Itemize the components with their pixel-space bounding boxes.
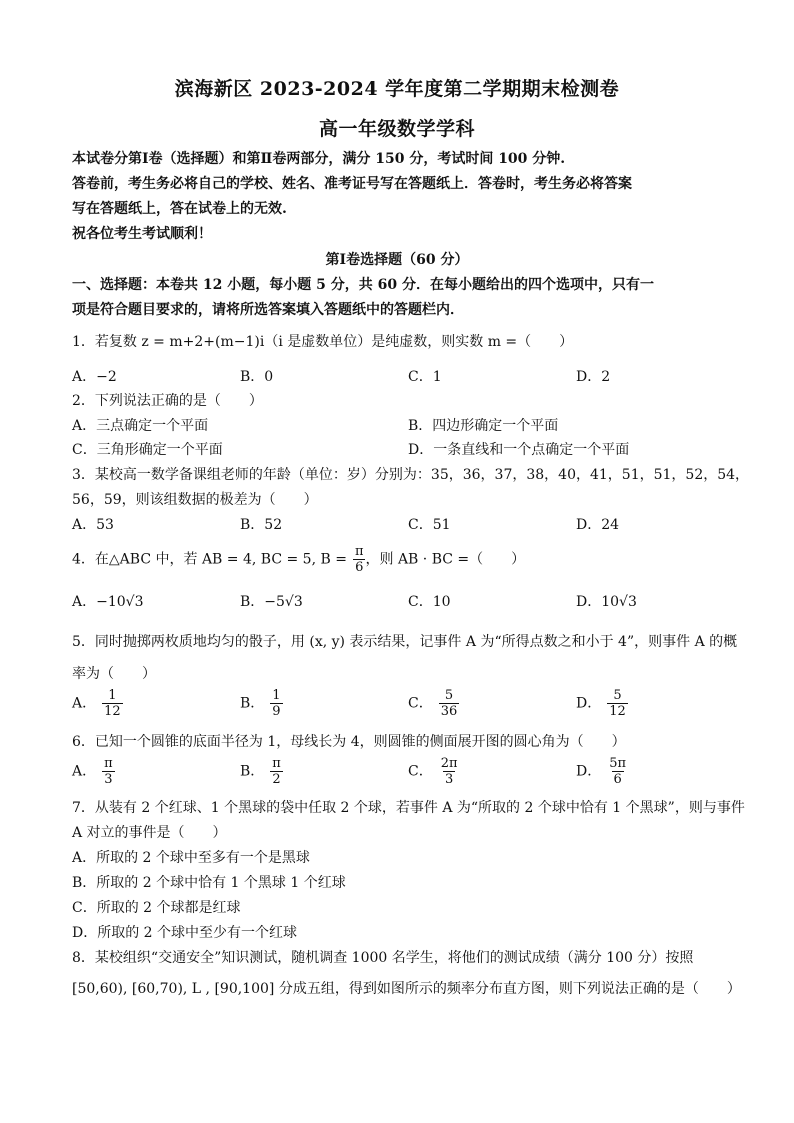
q5-option-c-label: C． xyxy=(408,695,433,712)
q6-a-num: π xyxy=(104,756,113,771)
q7-option-a: A．所取的 2 个球中至多有一个是黑球 xyxy=(72,850,310,866)
q7-option-b: B．所取的 2 个球中恰有 1 个黑球 1 个红球 xyxy=(72,875,346,891)
q2-stem: 2．下列说法正确的是（ ） xyxy=(72,393,263,409)
q1-option-c: C．1 xyxy=(408,369,442,385)
section-desc-line-1: 一、选择题：本卷共 12 小题，每小题 5 分，共 60 分．在每小题给出的四个选项中，只有一 xyxy=(72,277,654,293)
q3-option-b: B．52 xyxy=(240,517,283,533)
q4-stem-part-a: 4．在△ABC 中，若 AB = 4, BC = 5, B = xyxy=(72,551,347,568)
q5-option-a xyxy=(72,688,123,719)
q5-option-b xyxy=(240,688,283,719)
q6-option-d xyxy=(576,756,628,787)
q6-option-c-fraction xyxy=(439,756,460,787)
q5-d-num: 5 xyxy=(613,688,622,703)
q6-option-d-fraction xyxy=(607,756,628,787)
q6-d-den: 6 xyxy=(613,772,622,787)
intro-line-4: 祝各位考生考试顺利！ xyxy=(72,226,212,242)
q2-option-c: C．三角形确定一个平面 xyxy=(72,442,223,458)
section-desc-line-2: 项是符合题目要求的，请将所选答案填入答题纸中的答题栏内． xyxy=(72,302,464,318)
q4-angle-fraction xyxy=(353,544,366,575)
q6-a-den: 3 xyxy=(104,772,113,787)
q8-stem-line-2: [50,60), [60,70), L , [90,100] 分成五组，得到如图所示的频率分布直方图，则下列说法正确的是（ ） xyxy=(72,981,741,997)
q3-option-c: C．51 xyxy=(408,517,451,533)
q6-c-den: 3 xyxy=(444,772,454,787)
section-title: 第Ⅰ卷选择题（60 分） xyxy=(325,252,469,268)
q6-b-num: π xyxy=(272,756,281,771)
q4-option-b: B．−5√3 xyxy=(240,594,303,610)
q5-option-b-label: B． xyxy=(240,695,265,712)
q6-option-a xyxy=(72,756,115,787)
q5-option-a-fraction xyxy=(102,688,123,719)
q5-stem-line-2: 率为（ ） xyxy=(72,666,156,682)
q6-option-a-label: A． xyxy=(72,763,97,780)
q4-frac-den: 6 xyxy=(355,560,364,575)
q7-option-d: D．所取的 2 个球中至少有一个红球 xyxy=(72,925,298,941)
intro-line-3: 写在答题纸上，答在试卷上的无效. xyxy=(72,201,287,217)
intro-line-1: 本试卷分第Ⅰ卷（选择题）和第Ⅱ卷两部分，满分 150 分，考试时间 100 分钟. xyxy=(72,151,566,167)
q5-option-c-fraction xyxy=(439,688,460,719)
q1-option-b: B．0 xyxy=(240,369,274,385)
q4-option-c: C．10 xyxy=(408,594,451,610)
q5-c-den: 36 xyxy=(440,704,458,719)
q6-stem: 6．已知一个圆锥的底面半径为 1，母线长为 4，则圆锥的侧面展开图的圆心角为（ ） xyxy=(72,734,626,750)
q1-option-a: A．−2 xyxy=(72,369,117,385)
q3-stem-line-1: 3．某校高一数学备课组老师的年龄（单位：岁）分别为：35，36，37，38，40，41，51，51，52，54， xyxy=(72,467,750,483)
q4-option-a: A．−10√3 xyxy=(72,594,144,610)
q6-option-d-label: D． xyxy=(576,763,602,780)
q5-b-den: 9 xyxy=(272,704,281,719)
q1-option-d: D．2 xyxy=(576,369,611,385)
q5-a-num: 1 xyxy=(108,688,117,703)
q1-stem: 1．若复数 z = m+2+(m−1)i（i 是虚数单位）是纯虚数，则实数 m =（ ） xyxy=(72,334,574,350)
q7-option-c: C．所取的 2 个球都是红球 xyxy=(72,900,241,916)
q6-option-c-label: C． xyxy=(408,763,433,780)
exam-subtitle: 高一年级数学学科 xyxy=(318,118,475,140)
q5-d-den: 12 xyxy=(609,704,626,719)
q4-stem-part-b: ，则 AB · BC =（ ） xyxy=(365,551,526,568)
q5-c-num: 5 xyxy=(444,688,454,703)
exam-title: 滨海新区 2023-2024 学年度第二学期期末检测卷 xyxy=(174,78,620,100)
q6-option-a-fraction xyxy=(102,756,115,787)
q6-option-b xyxy=(240,756,283,787)
q5-stem-line-1: 5．同时抛掷两枚质地均匀的骰子，用 (x, y) 表示结果，记事件 A 为“所得点数之和小于 4”，则事件 A 的概 xyxy=(72,634,738,650)
q5-option-d xyxy=(576,688,628,719)
q5-option-b-fraction xyxy=(270,688,282,719)
q2-option-b: B．四边形确定一个平面 xyxy=(408,418,559,434)
intro-line-2: 答卷前，考生务必将自己的学校、姓名、准考证号写在答题纸上．答卷时，考生务必将答案 xyxy=(72,176,632,192)
q5-option-a-label: A． xyxy=(72,695,97,712)
q8-stem-line-1: 8．某校组织“交通安全”知识测试，随机调查 1000 名学生，将他们的测试成绩（满分 100 分）按照 xyxy=(72,950,694,966)
q5-option-d-fraction xyxy=(607,688,628,719)
q4-frac-num: π xyxy=(354,544,364,559)
q5-b-num: 1 xyxy=(272,688,281,703)
q3-stem-line-2: 56，59，则该组数据的极差为（ ） xyxy=(72,492,318,508)
q5-a-den: 12 xyxy=(104,704,121,719)
q4-option-d: D．10√3 xyxy=(576,594,637,610)
q5-option-c xyxy=(408,688,459,719)
q6-b-den: 2 xyxy=(272,772,281,787)
q7-stem-line-2: A 对立的事件是（ ） xyxy=(72,825,227,841)
q2-option-d: D．一条直线和一个点确定一个平面 xyxy=(408,442,630,458)
q4-stem xyxy=(72,544,732,575)
q6-option-b-label: B． xyxy=(240,763,265,780)
q7-stem-line-1: 7．从装有 2 个红球、1 个黑球的袋中任取 2 个球，若事件 A 为“所取的 2 个球中恰有 1 个黑球”，则与事件 xyxy=(72,800,745,816)
q6-d-num: 5π xyxy=(609,756,627,771)
q3-option-d: D．24 xyxy=(576,517,620,533)
q6-option-b-fraction xyxy=(270,756,283,787)
q6-c-num: 2π xyxy=(440,756,458,771)
q3-option-a: A．53 xyxy=(72,517,114,533)
q2-option-a: A．三点确定一个平面 xyxy=(72,418,209,434)
q6-option-c xyxy=(408,756,460,787)
q5-option-d-label: D． xyxy=(576,695,602,712)
